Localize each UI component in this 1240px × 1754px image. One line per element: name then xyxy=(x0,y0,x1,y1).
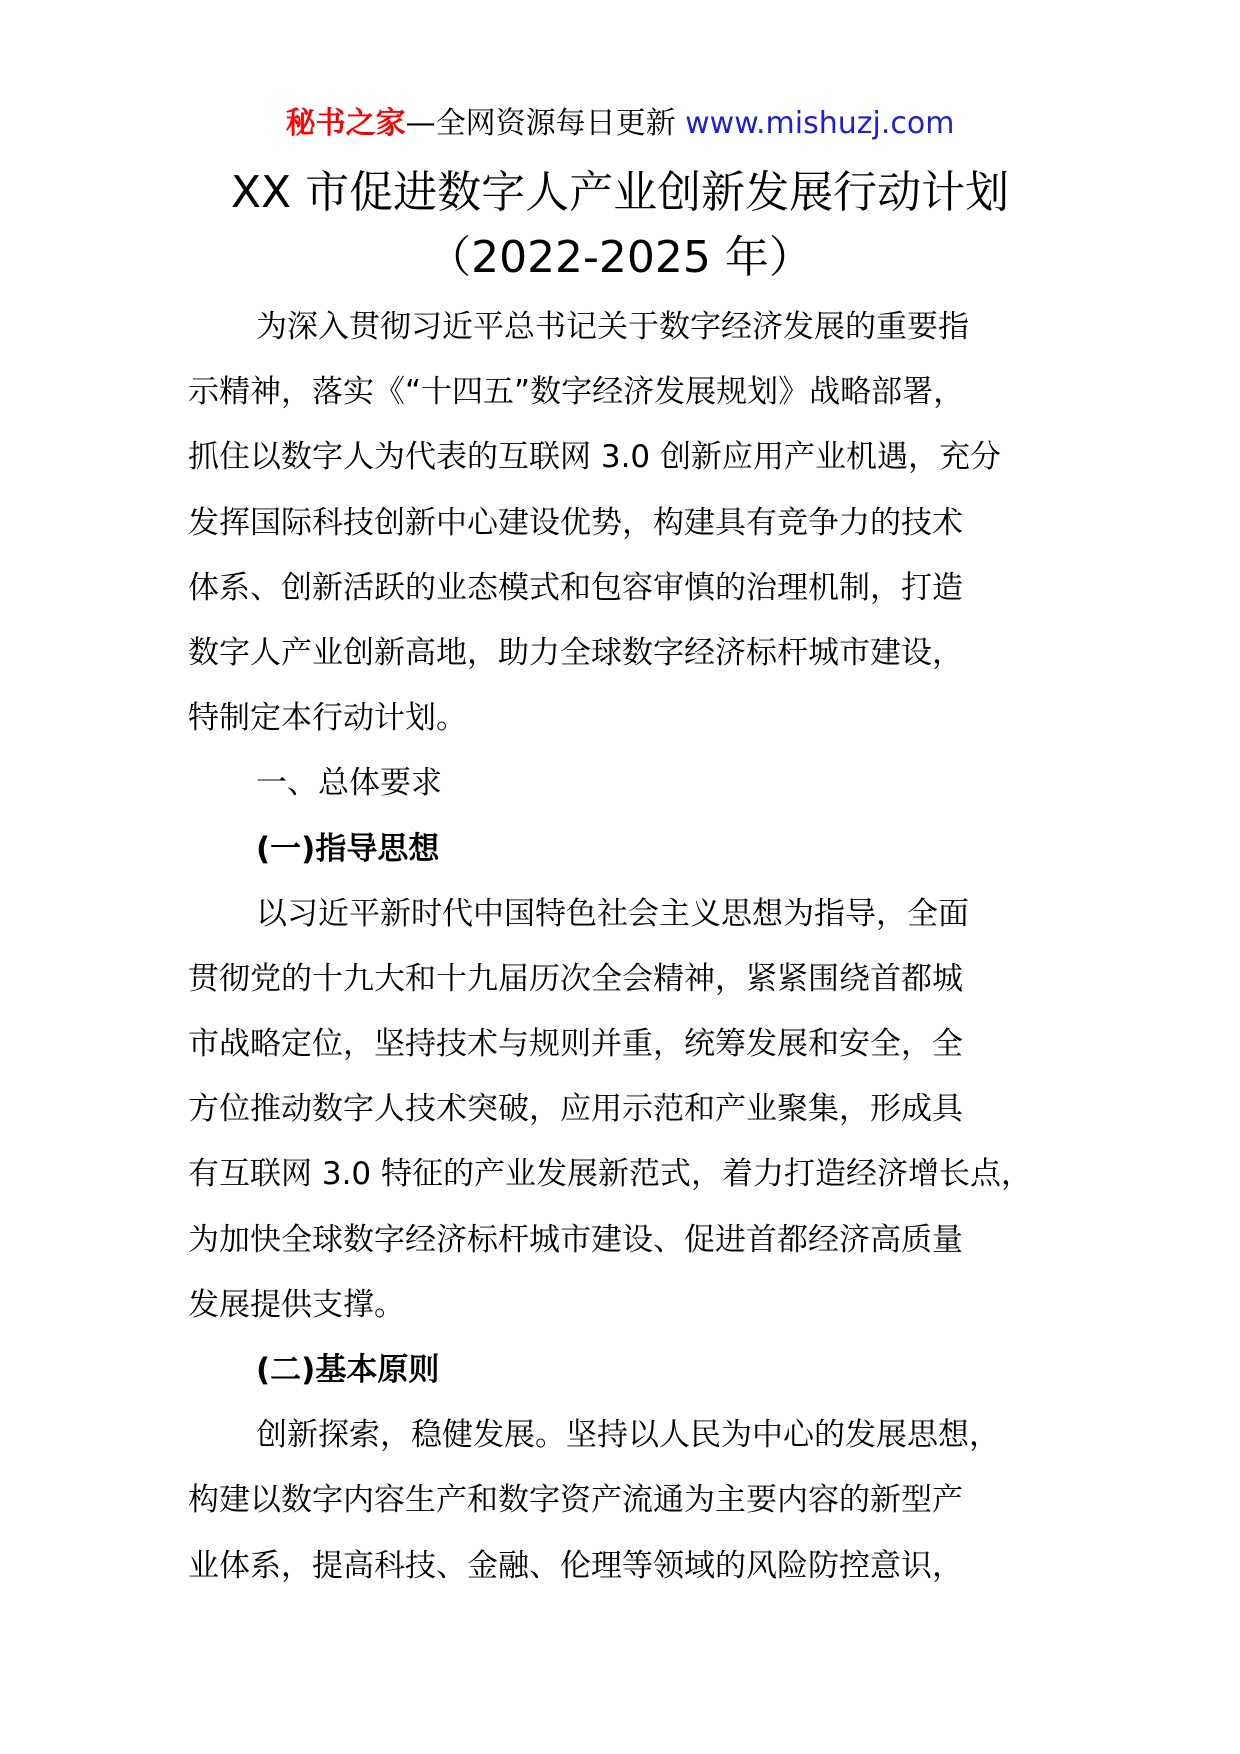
paragraph-line: 以习近平新时代中国特色社会主义思想为指导，全面 xyxy=(256,895,969,932)
paragraph-line: 抓住以数字人为代表的互联网 3.0 创新应用产业机遇，充分 xyxy=(188,439,1002,476)
subsection-heading: (一)指导思想 xyxy=(256,830,440,867)
paragraph-line: 为加快全球数字经济标杆城市建设、促进首都经济高质量 xyxy=(188,1221,963,1258)
banner-brand: 秘书之家 xyxy=(285,106,406,141)
banner-url-link[interactable]: www.mishuzj.com xyxy=(685,106,955,141)
document-title: XX 市促进数字人产业创新发展行动计划 xyxy=(230,167,1010,218)
paragraph-line: 示精神，落实《“十四五”数字经济发展规划》战略部署， xyxy=(188,374,965,411)
paragraph-line: 发挥国际科技创新中心建设优势，构建具有竞争力的技术 xyxy=(188,504,963,541)
document-title-years: （2022-2025 年） xyxy=(427,232,813,283)
paragraph-line: 有互联网 3.0 特征的产业发展新范式，着力打造经济增长点， xyxy=(188,1156,1033,1193)
section-heading: 一、总体要求 xyxy=(256,765,442,802)
paragraph-line: 构建以数字内容生产和数字资产流通为主要内容的新型产 xyxy=(188,1482,963,1519)
subsection-heading: (二)基本原则 xyxy=(256,1352,440,1388)
paragraph-line: 业体系，提高科技、金融、伦理等领域的风险防控意识， xyxy=(188,1547,963,1584)
paragraph-line: 体系、创新活跃的业态模式和包容审慎的治理机制，打造 xyxy=(188,569,963,606)
paragraph-line: 特制定本行动计划。 xyxy=(188,700,467,737)
paragraph-line: 市战略定位，坚持技术与规则并重，统筹发展和安全，全 xyxy=(188,1026,963,1063)
paragraph-line: 数字人产业创新高地，助力全球数字经济标杆城市建设， xyxy=(188,634,963,671)
paragraph-line: 贯彻党的十九大和十九届历次全会精神，紧紧围绕首都城 xyxy=(188,960,963,997)
paragraph-line: 方位推动数字人技术突破，应用示范和产业聚集，形成具 xyxy=(188,1091,963,1128)
paragraph-line: 为深入贯彻习近平总书记关于数字经济发展的重要指 xyxy=(256,309,969,345)
paragraph-line: 发展提供支撑。 xyxy=(188,1286,405,1323)
banner-tagline: —全网资源每日更新 xyxy=(405,106,686,141)
document-body xyxy=(188,295,1088,1599)
site-banner xyxy=(0,104,1240,144)
paragraph-line: 创新探索，稳健发展。坚持以人民为中心的发展思想， xyxy=(256,1417,1000,1454)
